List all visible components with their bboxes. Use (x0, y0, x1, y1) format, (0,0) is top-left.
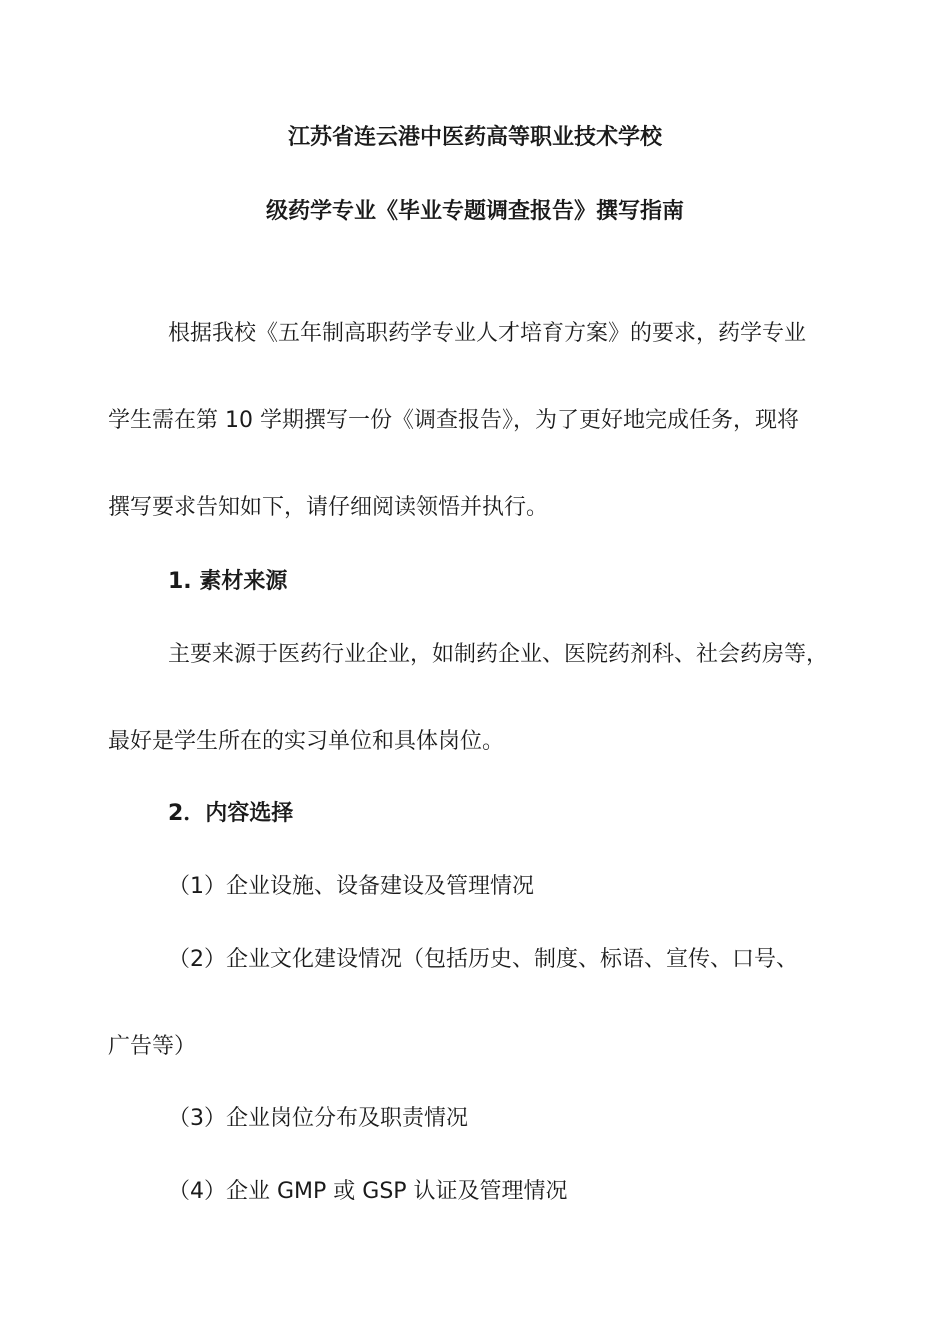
intro-line-1: 根据我校《五年制高职药学专业人才培育方案》的要求，药学专业 (168, 321, 807, 346)
section-2-heading: 2．内容选择 (168, 801, 294, 826)
list-item-2-line-1: （2）企业文化建设情况（包括历史、制度、标语、宣传、口号、 (168, 947, 798, 972)
list-item-3: （3）企业岗位分布及职责情况 (168, 1106, 468, 1131)
list-item-2-line-2: 广告等） (108, 1034, 197, 1059)
section-1-line-1: 主要来源于医药行业企业，如制药企业、医院药剂科、社会药房等， (168, 642, 829, 667)
title-line-1: 江苏省连云港中医药高等职业技术学校 (287, 125, 662, 150)
title-line-2: 级药学专业《毕业专题调查报告》撰写指南 (265, 199, 684, 224)
section-1-line-2: 最好是学生所在的实习单位和具体岗位。 (108, 729, 505, 754)
intro-line-2: 学生需在第 10 学期撰写一份《调查报告》，为了更好地完成任务，现将 (108, 408, 799, 433)
intro-line-3: 撰写要求告知如下，请仔细阅读领悟并执行。 (108, 495, 549, 520)
list-item-4: （4）企业 GMP 或 GSP 认证及管理情况 (168, 1179, 568, 1204)
section-1-heading: 1. 素材来源 (168, 569, 288, 594)
list-item-1: （1）企业设施、设备建设及管理情况 (168, 874, 534, 899)
